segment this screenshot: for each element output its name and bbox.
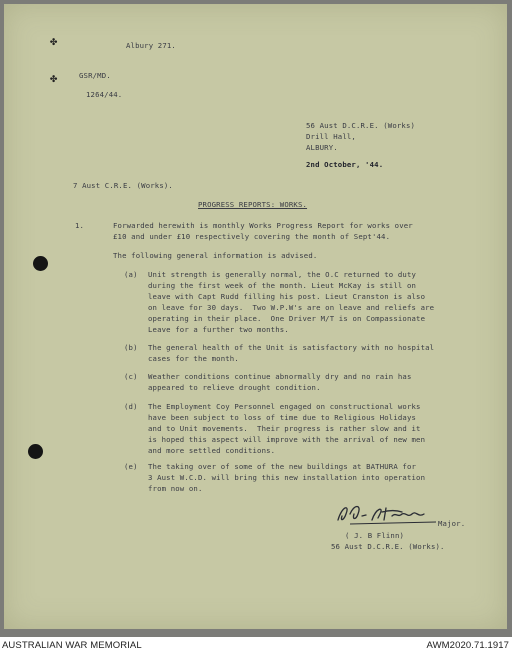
item-a-line: on leave for 30 days. Two W.P.W's are on leave and reliefs are bbox=[148, 303, 435, 312]
paragraph-1-line: Forwarded herewith is monthly Works Progress Report for works over bbox=[113, 221, 413, 230]
intro-line: The following general information is advised. bbox=[113, 251, 318, 260]
signatory-unit: 56 Aust D.C.R.E. (Works). bbox=[331, 542, 445, 551]
item-d-line: have been subject to loss of time due to Religious Holidays bbox=[148, 413, 417, 422]
punch-hole bbox=[33, 256, 48, 271]
recipient: 7 Aust C.R.E. (Works). bbox=[73, 181, 173, 190]
address-line-2: Drill Hall, bbox=[306, 132, 356, 141]
punch-hole bbox=[28, 444, 43, 459]
item-e-line: from now on. bbox=[148, 484, 203, 493]
item-e-line: The taking over of some of the new buildings at BATHURA for bbox=[148, 462, 417, 471]
margin-pen-mark: ✤ bbox=[50, 71, 58, 85]
item-a-label: (a) bbox=[124, 270, 138, 279]
item-b-line: cases for the month. bbox=[148, 354, 239, 363]
address-line-3: ALBURY. bbox=[306, 143, 338, 152]
item-b-label: (b) bbox=[124, 343, 138, 352]
letter-date: 2nd October, '44. bbox=[306, 160, 384, 169]
item-c-label: (c) bbox=[124, 372, 138, 381]
ref-line-2: 1264/44. bbox=[86, 90, 123, 99]
signature-rank: Major. bbox=[438, 519, 466, 528]
ref-line-1: GSR/MD. bbox=[79, 71, 111, 80]
item-e-line: 3 Aust W.C.D. will bring this new installation into operation bbox=[148, 473, 426, 482]
item-c-line: appeared to relieve drought condition. bbox=[148, 383, 321, 392]
item-d-label: (d) bbox=[124, 402, 138, 411]
handwritten-signature bbox=[332, 500, 442, 528]
item-e-label: (e) bbox=[124, 462, 138, 471]
item-c-line: Weather conditions continue abnormally dry and no rain has bbox=[148, 372, 412, 381]
item-a-line: Leave for a further two months. bbox=[148, 325, 289, 334]
address-line-1: 56 Aust D.C.R.E. (Works) bbox=[306, 121, 416, 130]
item-b-line: The general health of the Unit is satisfactory with no hospital bbox=[148, 343, 435, 352]
margin-pen-mark: ✤ bbox=[50, 34, 58, 48]
signatory-name: ( J. B Flinn) bbox=[345, 531, 405, 540]
item-a-line: Unit strength is generally normal, the O.C returned to duty bbox=[148, 270, 417, 279]
item-d-line: and more settled conditions. bbox=[148, 446, 276, 455]
paragraph-number: 1. bbox=[75, 221, 85, 230]
archive-footer bbox=[0, 637, 512, 653]
from-ref: Albury 271. bbox=[126, 41, 176, 50]
item-a-line: leave with Capt Rudd filling his post. Lieut Cranston is also bbox=[148, 292, 426, 301]
footer-institution: AUSTRALIAN WAR MEMORIAL bbox=[2, 640, 142, 651]
paragraph-1-line: £10 and under £10 respectively covering the month of Sept'44. bbox=[113, 232, 391, 241]
item-d-line: and to Unit movements. Their progress is rather slow and it bbox=[148, 424, 421, 433]
item-a-line: during the first week of the month. Lieut McKay is still on bbox=[148, 281, 417, 290]
subject-heading: PROGRESS REPORTS: WORKS. bbox=[198, 200, 308, 209]
item-a-line: operating in their place. One Driver M/T is on Compassionate bbox=[148, 314, 426, 323]
item-d-line: is hoped this aspect will improve with the arrival of new men bbox=[148, 435, 426, 444]
item-d-line: The Employment Coy Personnel engaged on constructional works bbox=[148, 402, 421, 411]
footer-accession-number: AWM2020.71.1917 bbox=[426, 640, 509, 651]
